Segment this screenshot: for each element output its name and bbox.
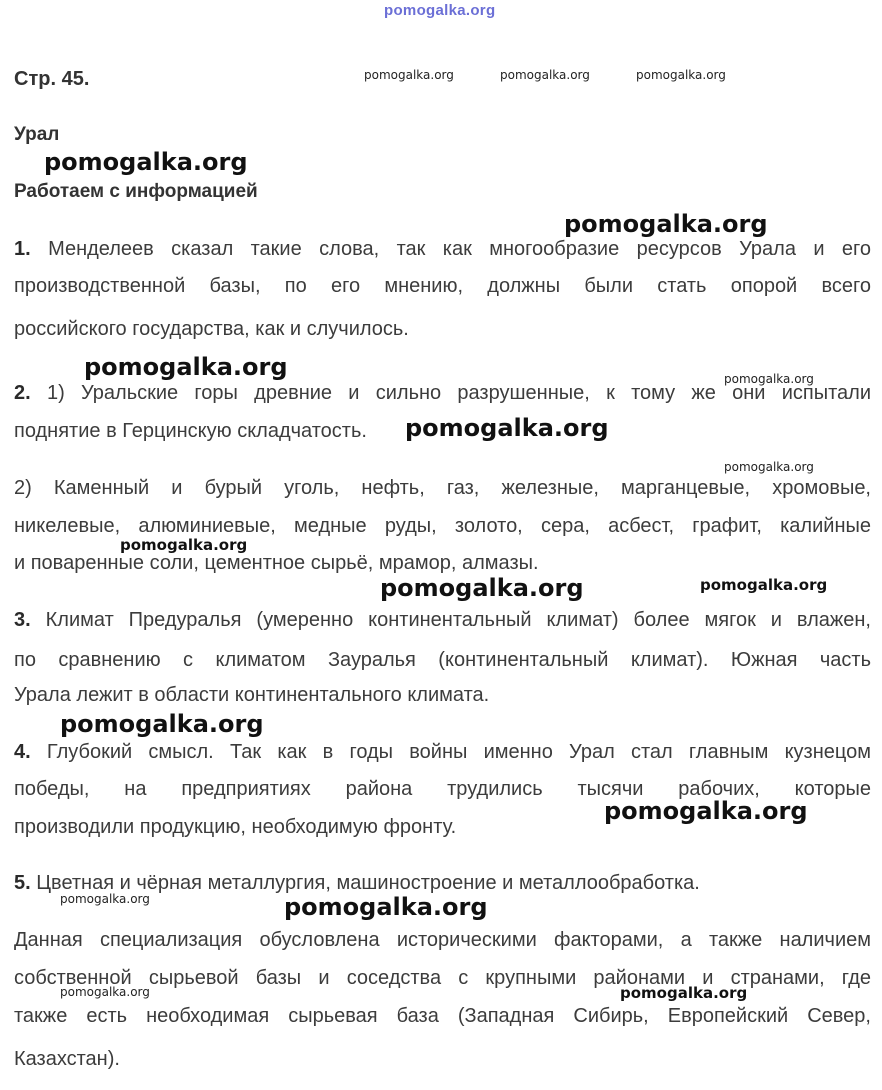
answer-5-line: собственной сырьевой базы и соседства с крупными районами и странами, где (14, 967, 871, 989)
watermark-header-3: pomogalka.org (636, 68, 726, 82)
answer-number: 1. (14, 238, 31, 260)
topic-title: Урал (14, 124, 60, 145)
watermark-medium: pomogalka.org (700, 576, 828, 594)
watermark-medium: pomogalka.org (620, 984, 748, 1002)
page-number: Стр. 45. (14, 68, 90, 90)
section-title: Работаем с информацией (14, 181, 258, 202)
answer-2-line: никелевые, алюминиевые, медные руды, золото, сера, асбест, графит, калийные (14, 515, 871, 537)
watermark-big: pomogalka.org (380, 574, 584, 602)
watermark-big: pomogalka.org (60, 710, 264, 738)
answer-4-line: 4. Глубокий смысл. Так как в годы войны именно Урал стал главным кузнецом (14, 741, 871, 763)
answer-3-line: 3. Климат Предуралья (умеренно континентальный климат) более мягок и влажен, (14, 609, 871, 631)
watermark-small: pomogalka.org (724, 460, 814, 474)
watermark-header-1: pomogalka.org (364, 68, 454, 82)
answer-5-line: также есть необходимая сырьевая база (Западная Сибирь, Европейский Север, (14, 1005, 871, 1027)
answer-2-line: 2) Каменный и бурый уголь, нефть, газ, железные, марганцевые, хромовые, (14, 477, 871, 499)
answer-3-line: по сравнению с климатом Зауралья (континентальный климат). Южная часть (14, 649, 871, 671)
answer-number: 2. (14, 382, 31, 404)
answer-4-line: производили продукцию, необходимую фронту. (14, 816, 457, 838)
answer-4-line: победы, на предприятиях района трудились тысячи рабочих, которые (14, 778, 871, 800)
watermark-medium: pomogalka.org (120, 536, 248, 554)
watermark-small: pomogalka.org (60, 985, 150, 999)
answer-5-line: 5. Цветная и чёрная металлургия, машиностроение и металлообработка. (14, 872, 700, 894)
answer-number: 5. (14, 872, 31, 894)
watermark-big: pomogalka.org (44, 148, 248, 176)
answer-5-line: Казахстан). (14, 1048, 120, 1070)
answer-number: 4. (14, 741, 31, 763)
answer-2-line: поднятие в Герцинскую складчатость. (14, 420, 367, 442)
watermark-big: pomogalka.org (84, 353, 288, 381)
answer-1-line: 1. Менделеев сказал такие слова, так как многообразие ресурсов Урала и его (14, 238, 871, 260)
answer-3-line: Урала лежит в области континентального климата. (14, 684, 490, 706)
watermark-header-2: pomogalka.org (500, 68, 590, 82)
answer-1-line: производственной базы, по его мнению, должны были стать опорой всего (14, 275, 871, 297)
watermark-big: pomogalka.org (405, 414, 609, 442)
answer-1-line: российского государства, как и случилось. (14, 318, 409, 340)
answer-5-line: Данная специализация обусловлена историческими факторами, а также наличием (14, 929, 871, 951)
answer-2-line: и поваренные соли, цементное сырьё, мрамор, алмазы. (14, 552, 539, 574)
answer-2-line: 2. 1) Уральские горы древние и сильно разрушенные, к тому же они испытали (14, 382, 871, 404)
watermark-big: pomogalka.org (284, 893, 488, 921)
answer-number: 3. (14, 609, 31, 631)
watermark-big: pomogalka.org (564, 210, 768, 238)
watermark-small: pomogalka.org (60, 892, 150, 906)
watermark-small: pomogalka.org (724, 372, 814, 386)
watermark-top: pomogalka.org (384, 2, 496, 19)
watermark-big: pomogalka.org (604, 797, 808, 825)
